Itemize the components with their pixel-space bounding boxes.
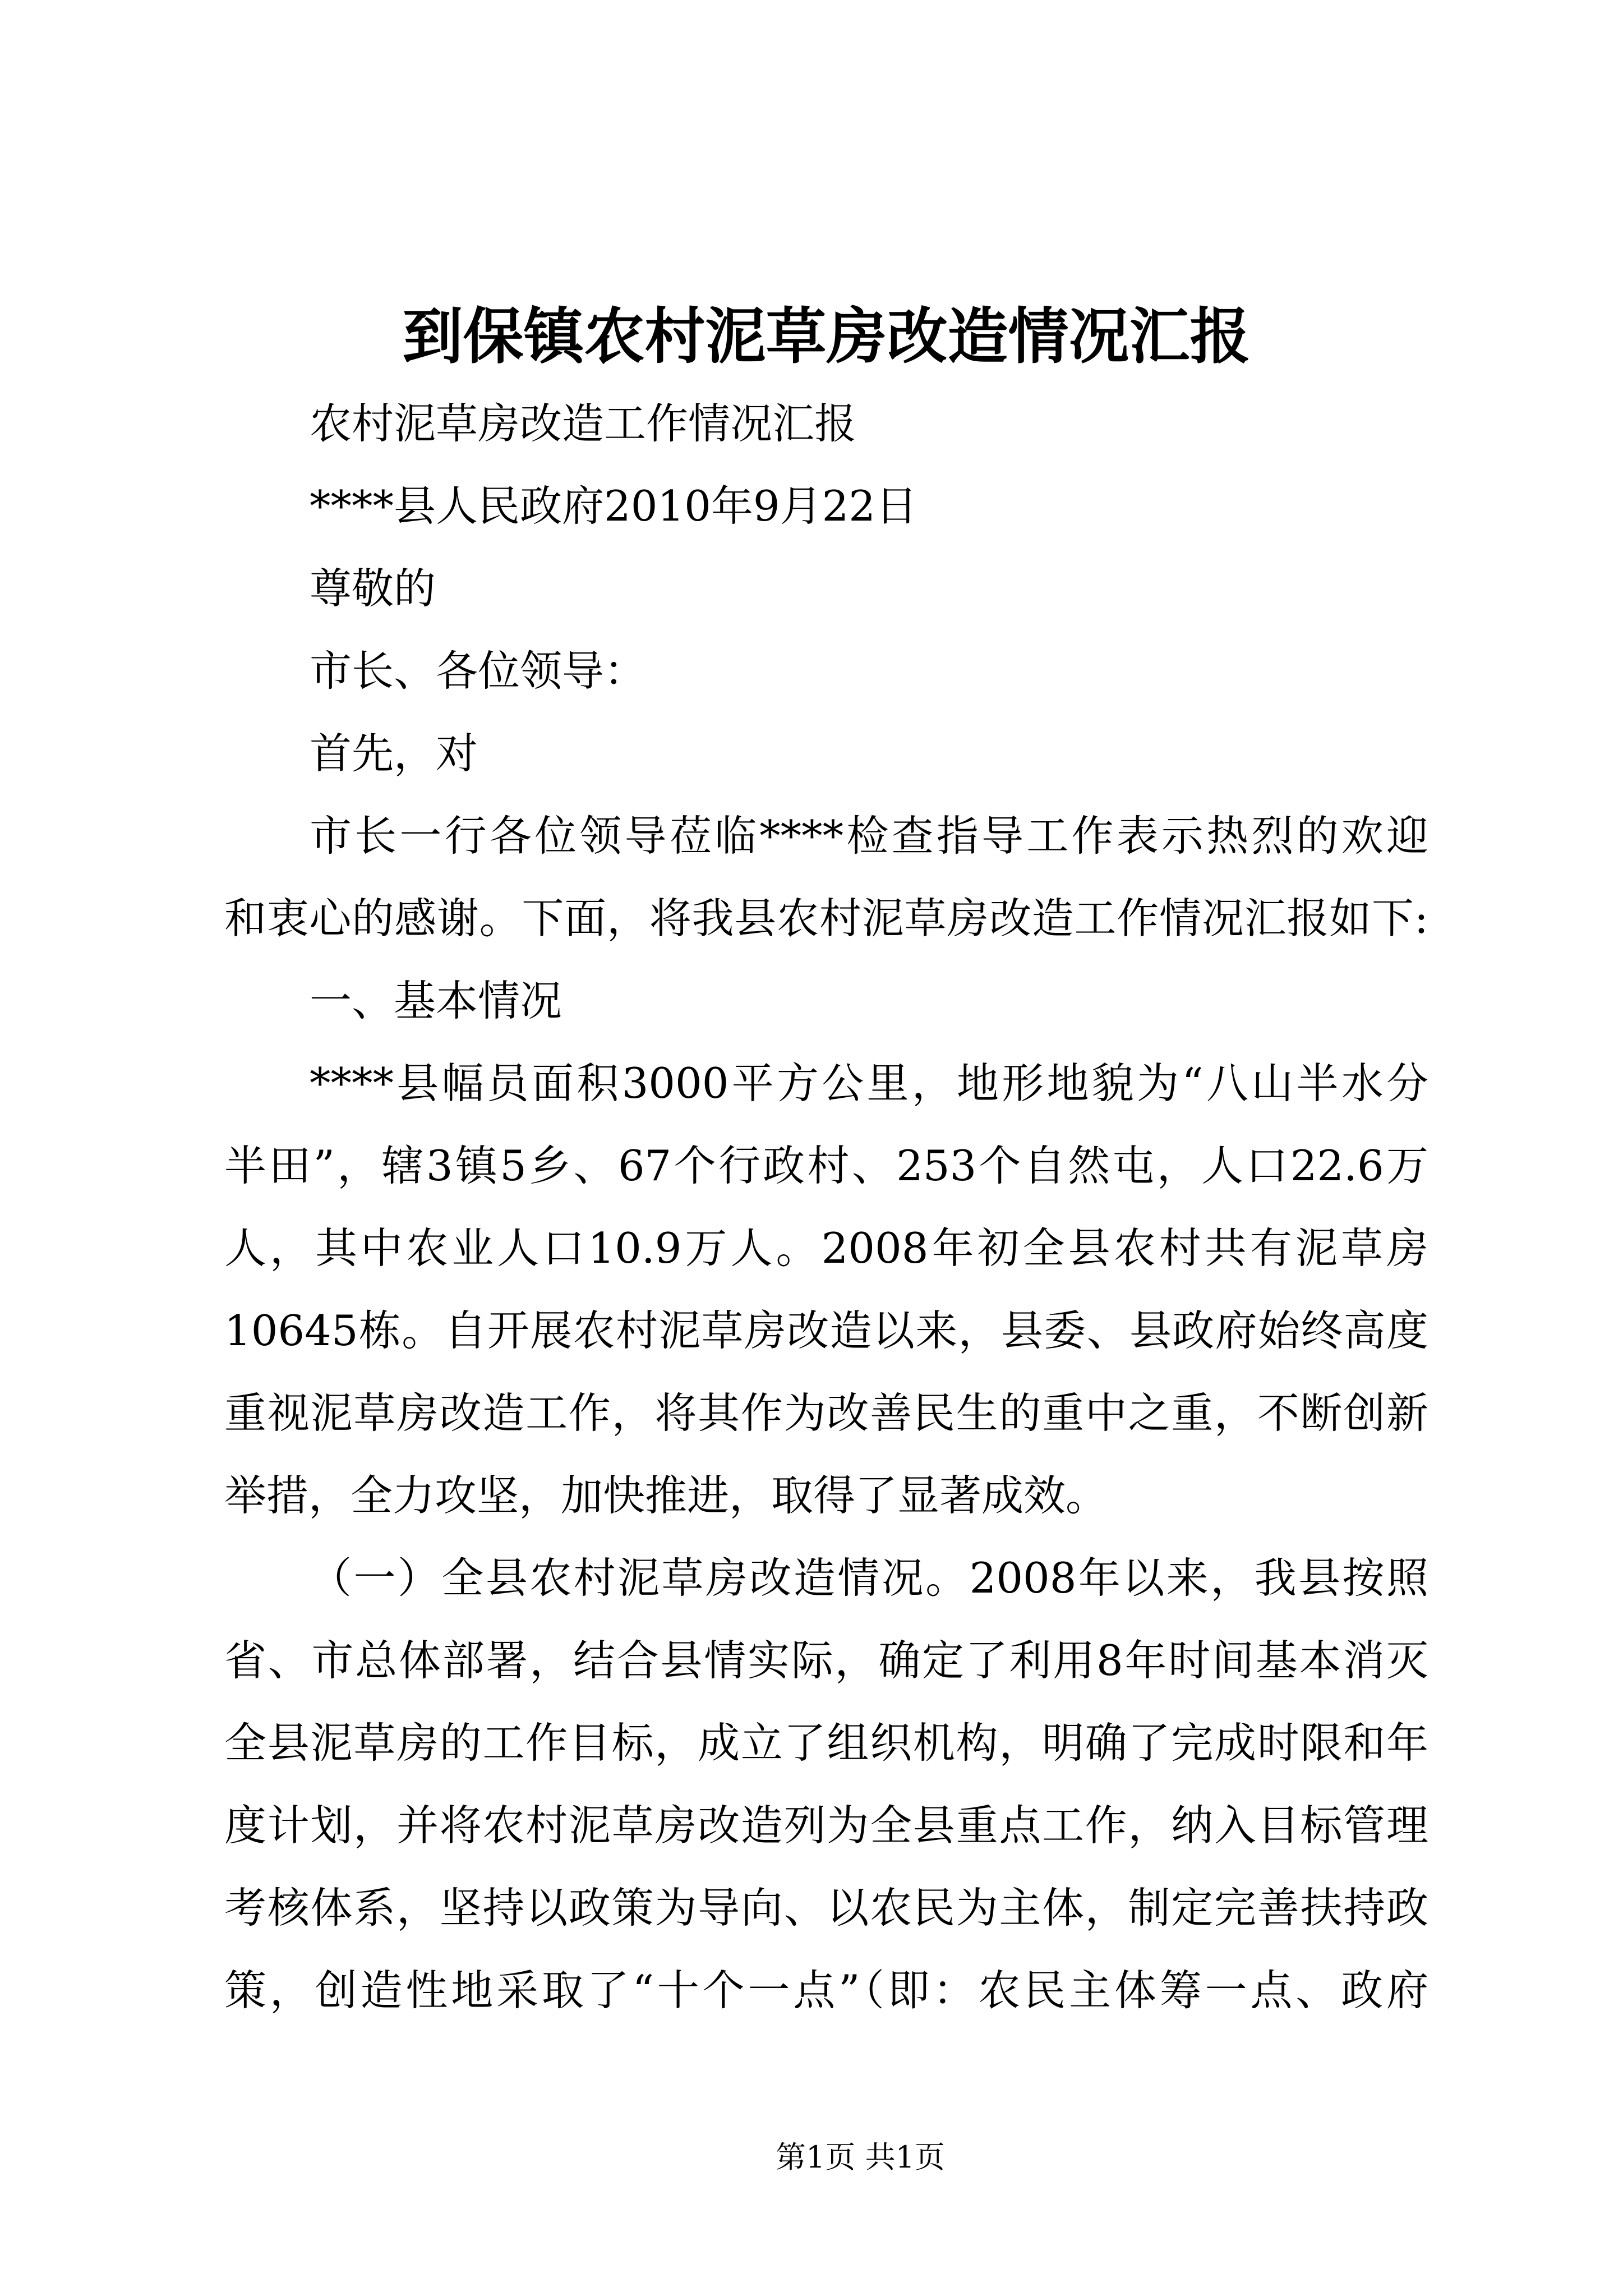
paragraph-line: 全县泥草房的工作目标，成立了组织机构，明确了完成时限和年 [224,1718,1428,1768]
paragraph-line: ****县幅员面积3000平方公里，地形地貌为“八山半水分 [310,1059,1428,1108]
paragraph-line: 10645栋。自开展农村泥草房改造以来，县委、县政府始终高度 [224,1306,1428,1355]
paragraph-line: 举措，全力攻坚，加快推进，取得了显著成效。 [224,1471,1108,1520]
salutation-line: 尊敬的 [310,564,436,613]
report-subtitle: 农村泥草房改造工作情况汇报 [310,399,857,448]
paragraph-line: 重视泥草房改造工作，将其作为改善民生的重中之重，不断创新 [224,1388,1428,1438]
page-footer: 第1页 共1页 [776,2139,945,2175]
section-heading-basic-info: 一、基本情况 [310,976,562,1025]
paragraph-line: （一）全县农村泥草房改造情况。2008年以来，我县按照 [310,1553,1428,1603]
paragraph-line: 和衷心的感谢。下面，将我县农村泥草房改造工作情况汇报如下: [224,894,1428,943]
paragraph-line: 考核体系，坚持以政策为导向、以农民为主体，制定完善扶持政 [224,1883,1428,1932]
paragraph-line: 市长一行各位领导莅临****检查指导工作表示热烈的欢迎 [310,811,1428,861]
issuer-date-line: ****县人民政府2010年9月22日 [310,481,918,531]
basic-info-paragraph [224,1042,1428,1537]
paragraph-line: 人，其中农业人口10.9万人。2008年初全县农村共有泥草房 [224,1223,1428,1273]
welcome-paragraph [224,795,1428,960]
paragraph-line: 度计划，并将农村泥草房改造列为全县重点工作，纳入目标管理 [224,1801,1428,1850]
paragraph-line: 策，创造性地采取了“十个一点”（即：农民主体筹一点、政府 [224,1966,1428,2015]
opening-line: 首先，对 [310,729,478,778]
document-title: 到保镇农村泥草房改造情况汇报 [402,301,1251,372]
paragraph-line: 半田”，辖3镇5乡、67个行政村、253个自然屯，人口22.6万 [224,1141,1428,1190]
paragraph-line: 省、市总体部署，结合县情实际，确定了利用8年时间基本消灭 [224,1636,1428,1685]
addressee-line: 市长、各位领导： [310,646,647,696]
subsection-paragraph [224,1537,1428,2032]
document-body [224,383,1428,2032]
